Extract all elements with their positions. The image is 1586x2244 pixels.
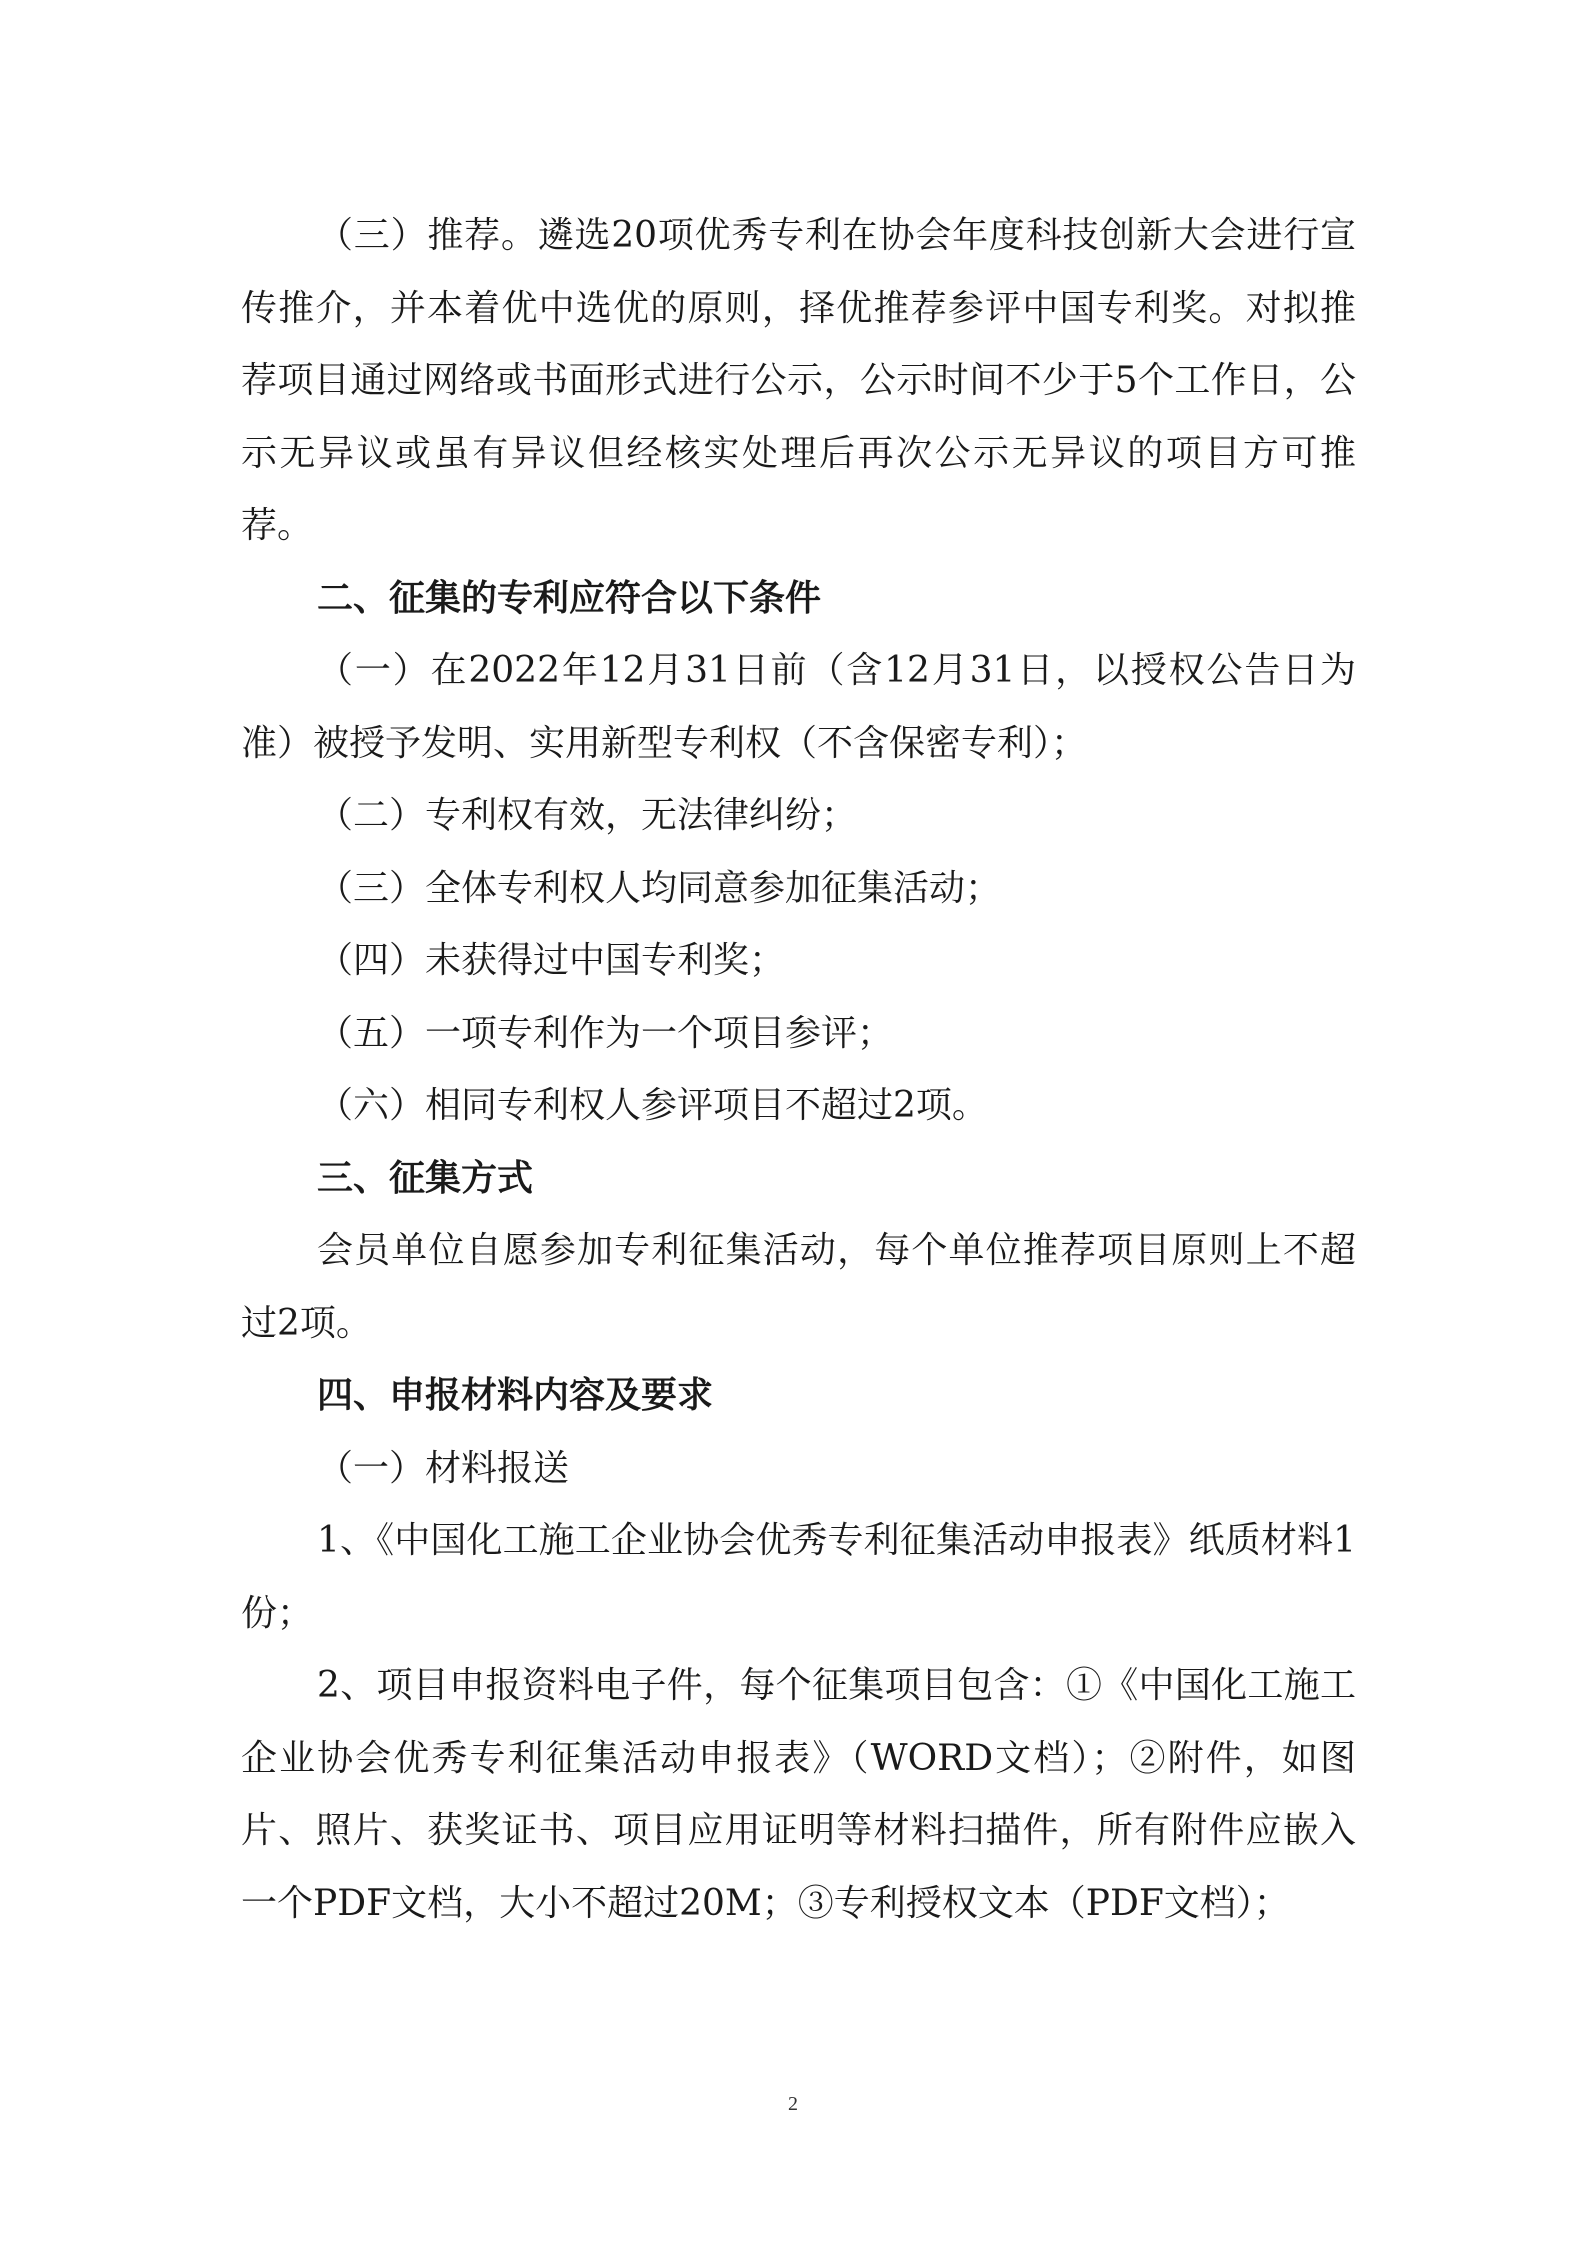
paragraph-recommendation: （三）推荐。遴选20项优秀专利在协会年度科技创新大会进行宣传推介，并本着优中选优的原则，择优推荐参评中国专利奖。对拟推荐项目通过网络或书面形式进行公示，公示时间不少于5个工作日，公示无异议或虽有异议但经核实处理后再次公示无异议的项目方可推荐。 [241,215,1356,546]
heading-materials: 四、申报材料内容及要求 [317,1375,714,1416]
materials-item-1: 1、《中国化工施工企业协会优秀专利征集活动申报表》纸质材料1份； [241,1520,1356,1634]
condition-item-5: （五）一项专利作为一个项目参评； [317,1012,894,1054]
page-number: 2 [788,2093,798,2115]
paragraph-method: 会员单位自愿参加专利征集活动，每个单位推荐项目原则上不超过2项。 [241,1230,1356,1344]
condition-item-6: （六）相同专利权人参评项目不超过2项。 [317,1085,988,1126]
condition-item-3: （三）全体专利权人均同意参加征集活动； [317,867,1002,909]
document-body [241,200,1356,1940]
materials-item-2: 2、项目申报资料电子件，每个征集项目包含：①《中国化工施工企业协会优秀专利征集活动申报表》（WORD文档）；②附件，如图片、照片、获奖证书、项目应用证明等材料扫描件，所有附件应嵌入一个PDF文档，大小不超过20M；③专利授权文本（PDF文档）； [241,1665,1356,1924]
heading-method: 三、征集方式 [317,1157,534,1199]
condition-item-2: （二）专利权有效，无法律纠纷； [317,795,858,836]
condition-item-1: （一）在2022年12月31日前（含12月31日，以授权公告日为准）被授予发明、实用新型专利权（不含保密专利）； [241,650,1356,764]
heading-conditions: 二、征集的专利应符合以下条件 [317,577,822,619]
condition-item-4: （四）未获得过中国专利奖； [317,940,786,981]
materials-subheading: （一）材料报送 [317,1447,570,1489]
